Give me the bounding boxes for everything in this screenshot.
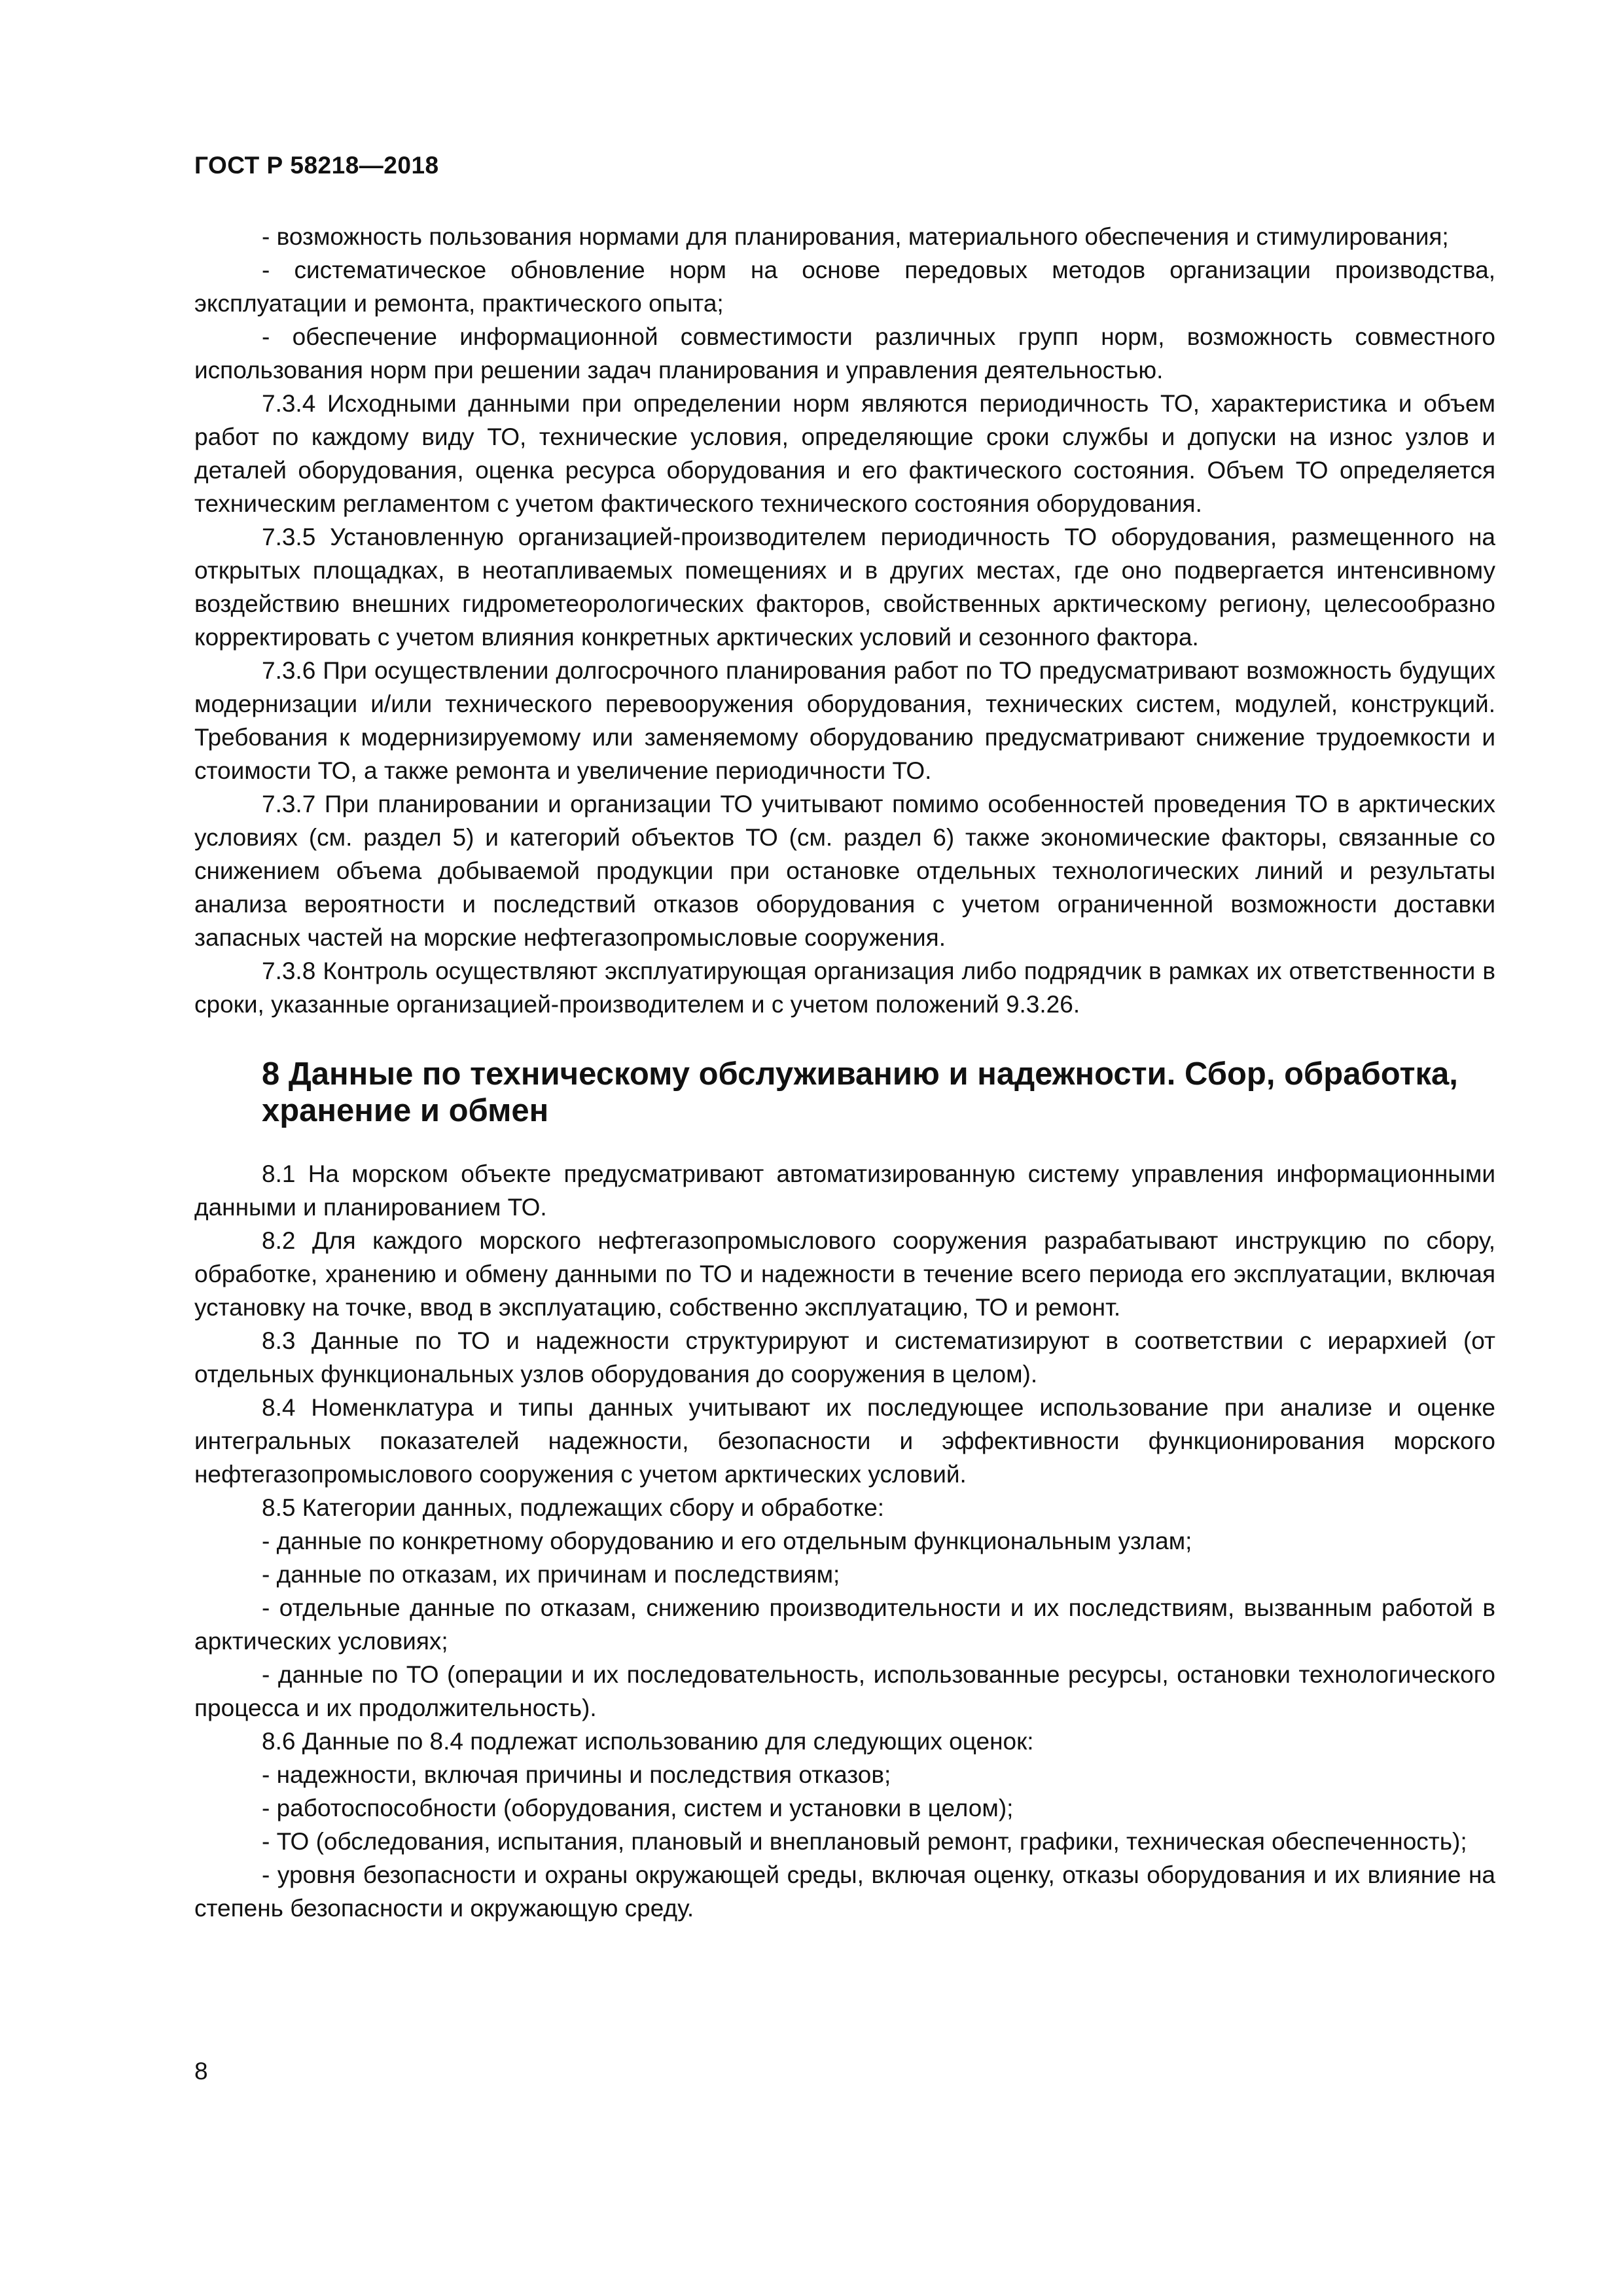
paragraph: 8.1 На морском объекте предусматривают автоматизированную систему управления информационными данными и планированием ТО. bbox=[194, 1160, 1495, 1221]
section-heading: 8 Данные по техническому обслуживанию и надежности. Сбор, обработка, хранение и обмен bbox=[262, 1056, 1458, 1128]
list-item: - ТО (обследования, испытания, плановый и внеплановый ремонт, графики, техническая обеспеченность); bbox=[262, 1828, 1467, 1855]
page-number: 8 bbox=[194, 2058, 208, 2085]
paragraph: 7.3.5 Установленную организацией-производителем периодичность ТО оборудования, размещенного на открытых площадках, в неотапливаемых помещениях и в других местах, где оно подвергается интенсивному воздействию внешних гидрометеорологических факторов, свойственных арктическому региону, целесообразно корректировать с учетом влияния конкретных арктических условий и сезонного фактора. bbox=[194, 524, 1495, 651]
paragraph: 7.3.8 Контроль осуществляют эксплуатирующая организация либо подрядчик в рамках их ответственности в сроки, указанные организацией-производителем и с учетом положений 9.3.26. bbox=[194, 958, 1495, 1018]
paragraph: - систематическое обновление норм на основе передовых методов организации производства, эксплуатации и ремонта, практического опыта; bbox=[194, 257, 1495, 317]
paragraph: 7.3.7 При планировании и организации ТО учитывают помимо особенностей проведения ТО в арктических условиях (см. раздел 5) и категорий объектов ТО (см. раздел 6) также экономические факторы, связанные со снижением объема добываемой продукции при остановке отдельных технологических линий и результаты анализа вероятности и последствий отказов оборудования с учетом ограниченной возможности доставки запасных частей на морские нефтегазопромысловые сооружения. bbox=[194, 791, 1495, 951]
paragraph: - возможность пользования нормами для планирования, материального обеспечения и стимулирования; bbox=[262, 223, 1449, 250]
paragraph: 8.3 Данные по ТО и надежности структурируют и систематизируют в соответствии с иерархией (от отдельных функциональных узлов оборудования до сооружения в целом). bbox=[194, 1327, 1495, 1388]
paragraph: 8.5 Категории данных, подлежащих сбору и обработке: bbox=[262, 1494, 885, 1521]
list-item: - работоспособности (оборудования, систем и установки в целом); bbox=[262, 1795, 1014, 1821]
paragraph: 8.2 Для каждого морского нефтегазопромыслового сооружения разрабатывают инструкцию по сбору, обработке, хранению и обмену данными по ТО и надежности в течение всего периода его эксплуатации, включая установку на точке, ввод в эксплуатацию, собственно эксплуатацию, ТО и ремонт. bbox=[194, 1227, 1495, 1321]
list-item: - данные по отказам, их причинам и последствиям; bbox=[262, 1561, 840, 1588]
page-content bbox=[194, 220, 1495, 1925]
paragraph: - обеспечение информационной совместимости различных групп норм, возможность совместного использования норм при решении задач планирования и управления деятельностью. bbox=[194, 323, 1495, 384]
paragraph: 8.4 Номенклатура и типы данных учитывают их последующее использование при анализе и оценке интегральных показателей надежности, безопасности и эффективности функционирования морского нефтегазопромыслового сооружения с учетом арктических условий. bbox=[194, 1394, 1495, 1488]
paragraph: 7.3.6 При осуществлении долгосрочного планирования работ по ТО предусматривают возможность будущих модернизации и/или технического перевооружения оборудования, технических систем, модулей, конструкций. Требования к модернизируемому или заменяемому оборудованию предусматривают снижение трудоемкости и стоимости ТО, а также ремонта и увеличение периодичности ТО. bbox=[194, 657, 1495, 784]
document-standard-id: ГОСТ Р 58218—2018 bbox=[194, 152, 439, 179]
list-item: - надежности, включая причины и последствия отказов; bbox=[262, 1761, 891, 1788]
list-item: - уровня безопасности и охраны окружающей среды, включая оценку, отказы оборудования и их влияние на степень безопасности и окружающую среду. bbox=[194, 1861, 1495, 1922]
list-item: - данные по конкретному оборудованию и его отдельным функциональным узлам; bbox=[262, 1528, 1192, 1554]
list-item: - данные по ТО (операции и их последовательность, использованные ресурсы, остановки технологического процесса и их продолжительность). bbox=[194, 1661, 1495, 1721]
paragraph: 7.3.4 Исходными данными при определении норм являются периодичность ТО, характеристика и объем работ по каждому виду ТО, технические условия, определяющие сроки службы и допуски на износ узлов и деталей оборудования, оценка ресурса оборудования и его фактического состояния. Объем ТО определяется техническим регламентом с учетом фактического технического состояния оборудования. bbox=[194, 390, 1495, 517]
list-item: - отдельные данные по отказам, снижению производительности и их последствиям, вызванным работой в арктических условиях; bbox=[194, 1594, 1495, 1655]
paragraph: 8.6 Данные по 8.4 подлежат использованию для следующих оценок: bbox=[262, 1728, 1034, 1755]
